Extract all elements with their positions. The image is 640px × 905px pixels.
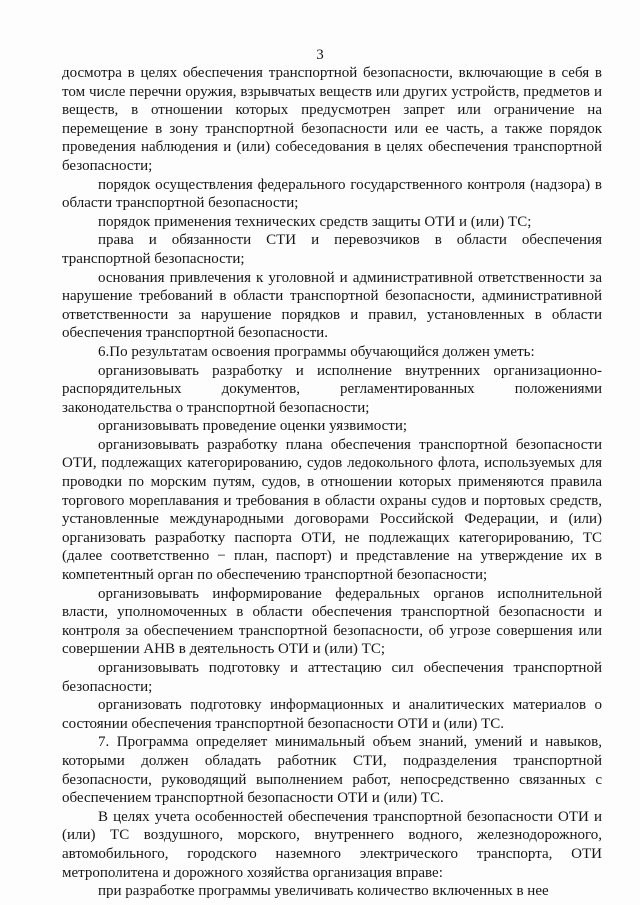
section-paragraph-7: 7. Программа определяет минимальный объем знаний, умений и навыков, которыми должен обладать работник СТИ, подразделения транспортной безопасности, руководящий выполнением работ, непосредственно связанных с обеспечением транспортной безопасности ОТИ и (или) ТС. xyxy=(62,734,602,807)
page-number: 3 xyxy=(316,47,324,63)
paragraph: порядок применения технических средств защиты ОТИ и (или) ТС; xyxy=(98,213,532,230)
paragraph: досмотра в целях обеспечения транспортной безопасности, включающие в себя в том числе перечни оружия, взрывчатых веществ или других устройств, предметов и веществ, в отношении которых предусмотрен запрет или ограничение на перемещение в зону транспортной безопасности или ее часть, а также порядок проведения наблюдения и (или) собеседования в целях обеспечения транспортной безопасности; xyxy=(62,65,602,174)
paragraph: организовать подготовку информационных и аналитических материалов о состоянии обеспечения транспортной безопасности ОТИ и (или) ТС. xyxy=(62,697,602,732)
paragraph: организовывать проведение оценки уязвимости; xyxy=(98,418,408,435)
paragraph: организовывать разработку и исполнение внутренних организационно-распорядительных документов, регламентированных положениями законодательства о транспортной безопасности; xyxy=(62,362,602,416)
paragraph: организовывать подготовку и аттестацию сил обеспечения транспортной безопасности; xyxy=(62,660,602,695)
document-body xyxy=(62,64,602,901)
section-heading-6: 6.По результатам освоения программы обучающийся должен уметь: xyxy=(98,343,535,360)
paragraph: организовывать разработку плана обеспечения транспортной безопасности ОТИ, подлежащих категорированию, судов ледокольного флота, используемых для проводки по морским путям, судов, в отношении которых применяются правила торгового мореплавания и требования в области охраны судов и портовых средств, установленные международными договорами Российской Федерации, и (или) организовать разработку паспорта ОТИ, не подлежащих категорированию, ТС (далее соответственно − план, паспорт) и представление на утверждение их в компетентный орган по обеспечению транспортной безопасности; xyxy=(62,436,602,584)
paragraph: порядок осуществления федерального государственного контроля (надзора) в области транспортной безопасности; xyxy=(62,176,602,212)
paragraph: В целях учета особенностей обеспечения транспортной безопасности ОТИ и (или) ТС воздушного, морского, внутреннего водного, железнодорожного, автомобильного, городского наземного электрического транспорта, ОТИ метрополитена и дорожного хозяйства организация вправе: xyxy=(62,808,602,881)
paragraph: права и обязанности СТИ и перевозчиков в области обеспечения транспортной безопасности; xyxy=(62,232,602,267)
paragraph: организовывать информирование федеральных органов исполнительной власти, уполномоченных в области обеспечения транспортной безопасности и контроля за обеспечением транспортной безопасности, об угрозе совершения или совершении АНВ в деятельность ОТИ и (или) ТС; xyxy=(62,585,602,658)
paragraph: основания привлечения к уголовной и административной ответственности за нарушение требований в области транспортной безопасности, административной ответственности за нарушение порядков и правил, установленных в области обеспечения транспортной безопасности. xyxy=(62,269,602,342)
paragraph: при разработке программы увеличивать количество включенных в нее xyxy=(98,883,549,900)
